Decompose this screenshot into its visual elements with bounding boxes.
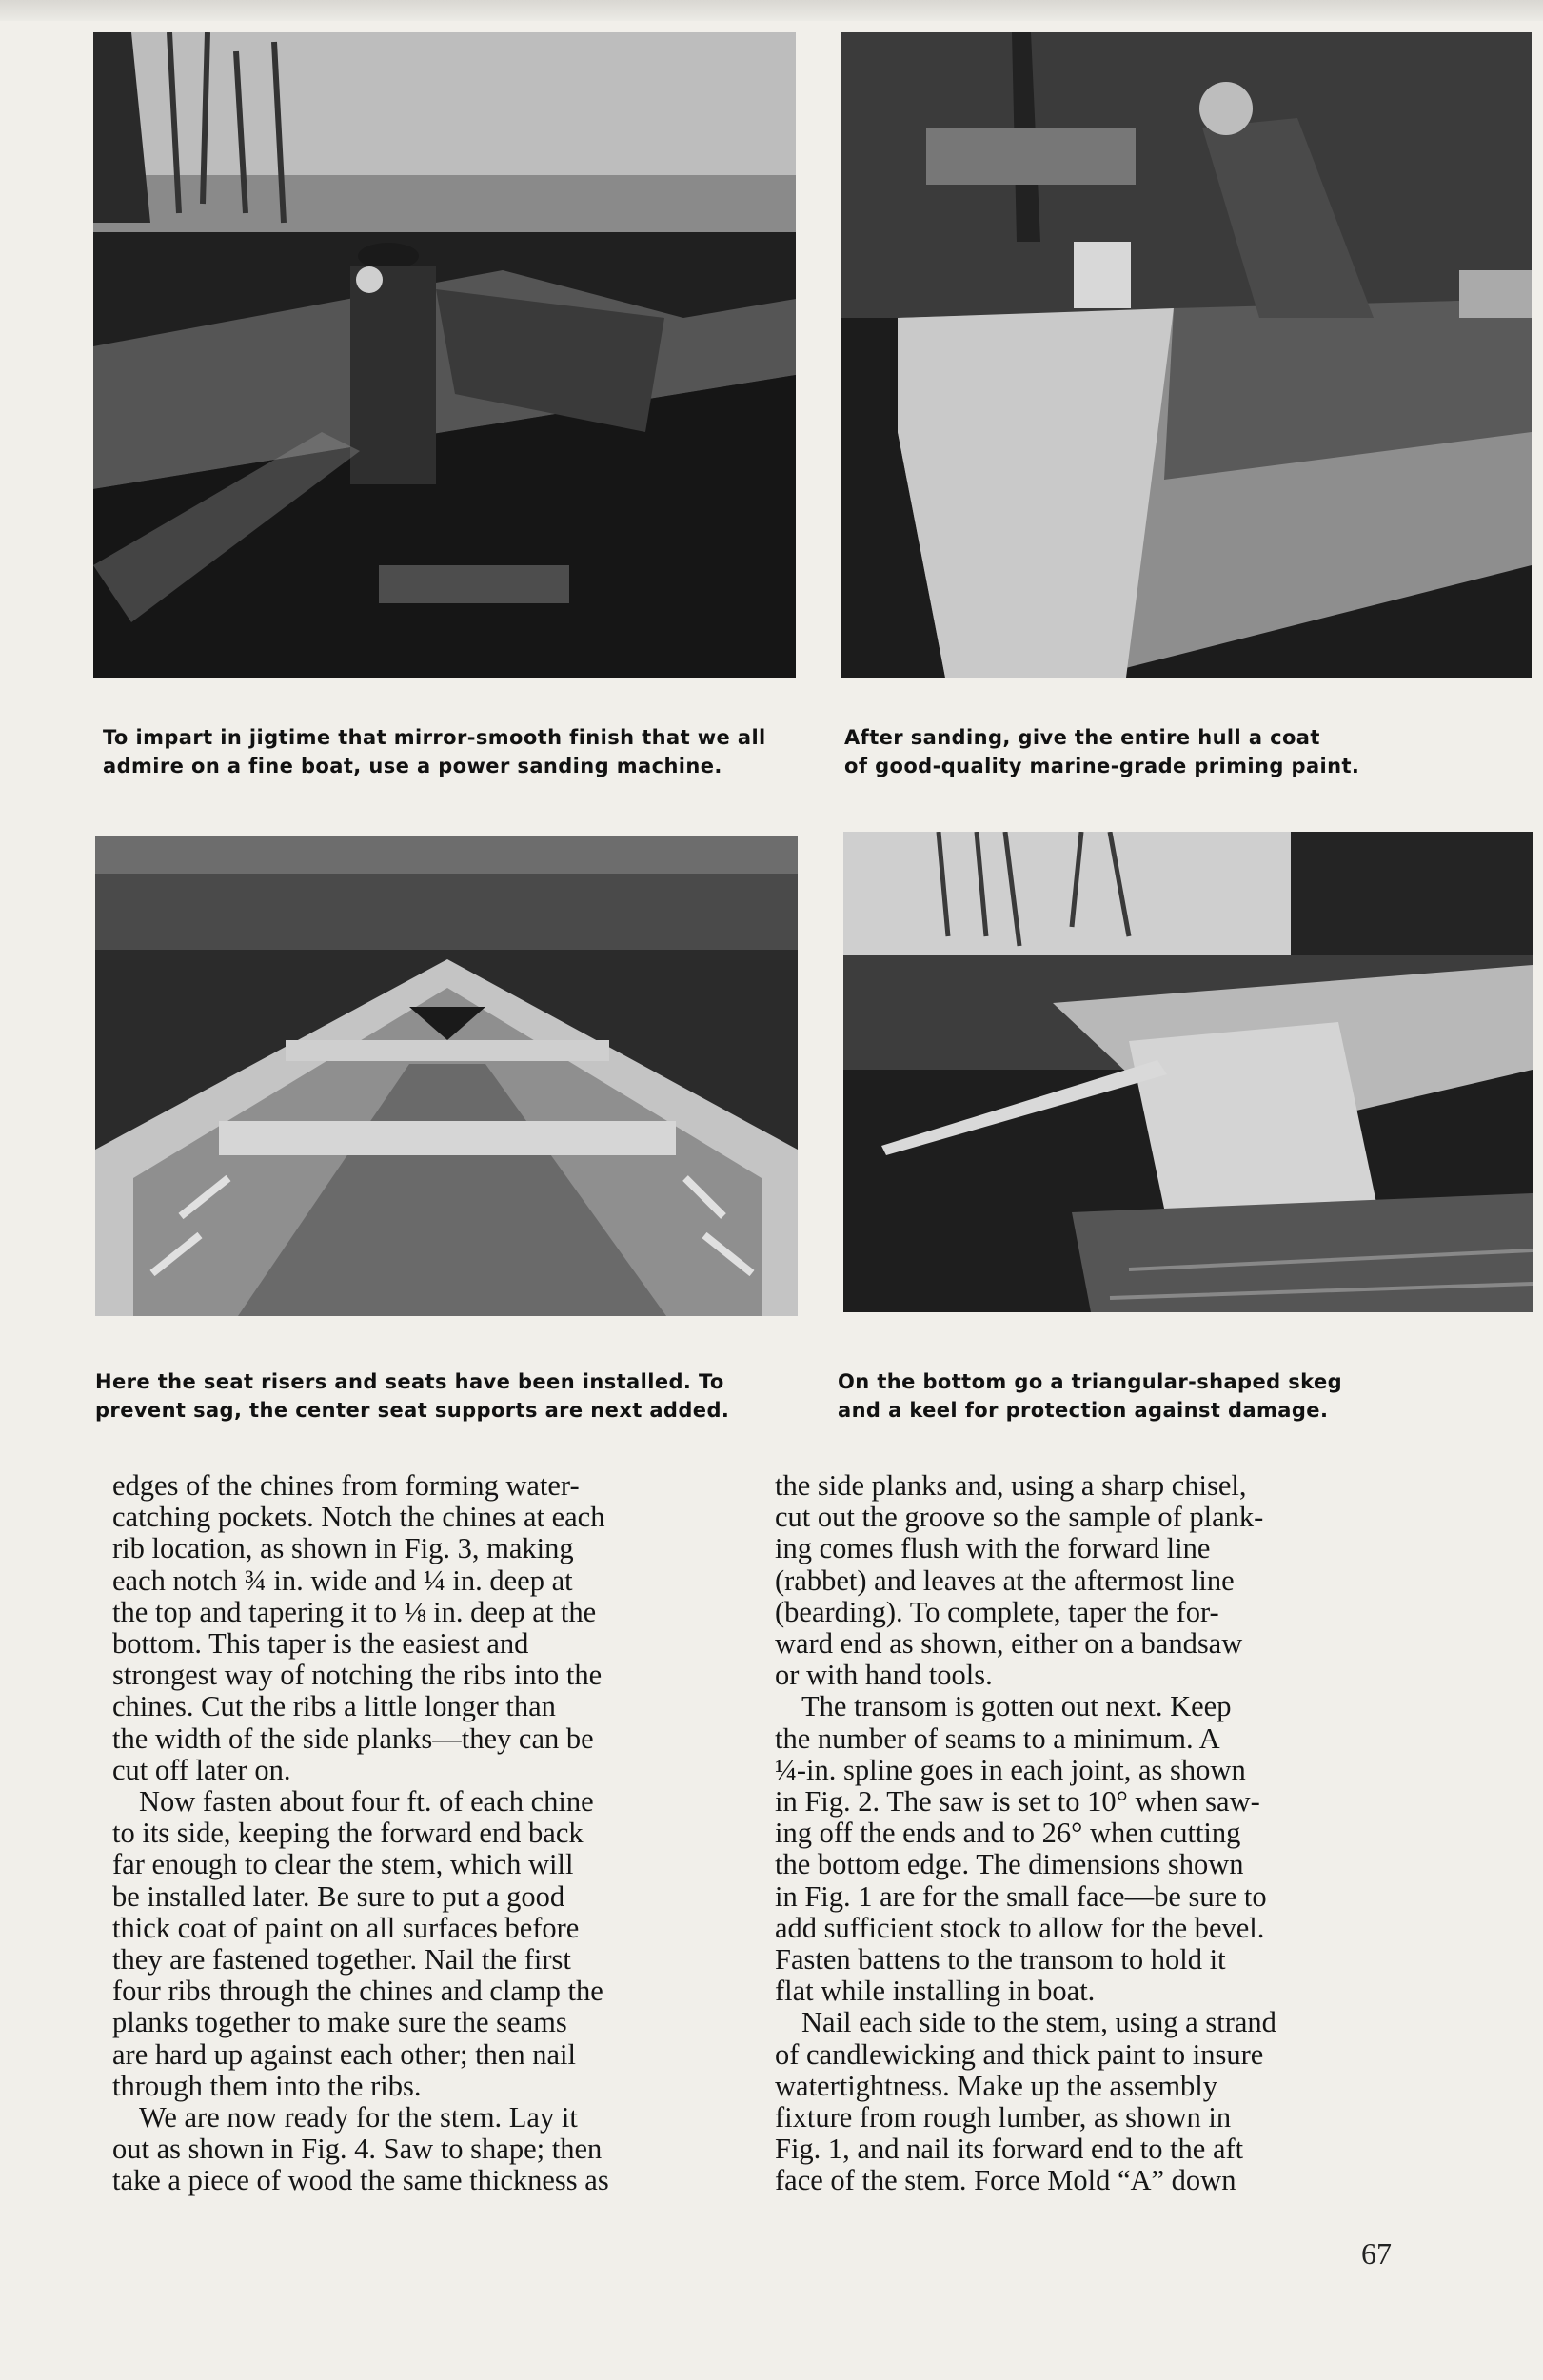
text-line: rib location, as shown in Fig. 3, making (112, 1532, 574, 1565)
text-line: ¼-in. spline goes in each joint, as shown (775, 1753, 1246, 1786)
text-line: the bottom edge. The dimensions shown (775, 1848, 1244, 1881)
text-line: face of the stem. Force Mold “A” down (775, 2164, 1236, 2197)
text-line: the top and tapering it to ⅛ in. deep at the (112, 1595, 597, 1628)
caption-line: prevent sag, the center seat supports are next added. (95, 1399, 730, 1422)
body-column-right (775, 1470, 1398, 2197)
text-line: flat while installing in boat. (775, 1975, 1096, 2008)
text-line: (bearding). To complete, taper the for- (775, 1595, 1219, 1628)
text-line: be installed later. Be sure to put a good (112, 1879, 565, 1913)
text-line: ward end as shown, either on a bandsaw (775, 1627, 1243, 1661)
text-line: out as shown in Fig. 4. Saw to shape; then (112, 2133, 603, 2166)
caption-seats-installed (95, 1367, 729, 1425)
text-line: in Fig. 2. The saw is set to 10° when saw- (775, 1785, 1260, 1819)
page-number: 67 (1361, 2236, 1392, 2271)
paragraph (775, 1691, 1398, 2007)
text-line: of candlewicking and thick paint to insure (775, 2037, 1264, 2071)
text-line: planks together to make sure the seams (112, 2006, 567, 2039)
text-line: in Fig. 1 are for the small face—be sure to (775, 1879, 1267, 1913)
text-line: edges of the chines from forming water- (112, 1469, 580, 1502)
text-line: far enough to clear the stem, which will (112, 1848, 574, 1881)
caption-power-sanding (103, 723, 766, 780)
photo-power-sanding (93, 32, 796, 678)
text-line: thick coat of paint on all surfaces before (112, 1911, 580, 1944)
text-line: through them into the ribs. (112, 2069, 422, 2102)
text-line: are hard up against each other; then nail (112, 2037, 576, 2071)
body-column-left (112, 1470, 736, 2197)
text-line: ing off the ends and to 26° when cutting (775, 1817, 1241, 1850)
text-line: fixture from rough lumber, as shown in (775, 2101, 1232, 2134)
caption-line: To impart in jigtime that mirror-smooth finish that we all (103, 726, 766, 749)
caption-line: admire on a fine boat, use a power sanding machine. (103, 755, 722, 777)
text-line: add sufficient stock to allow for the bevel. (775, 1911, 1265, 1944)
photo-priming-paint (841, 32, 1532, 678)
text-line: Nail each side to the stem, using a strand (801, 2006, 1276, 2039)
text-line: The transom is gotten out next. Keep (801, 1690, 1232, 1723)
text-line: take a piece of wood the same thickness as (112, 2164, 609, 2197)
text-line: the side planks and, using a sharp chisel, (775, 1469, 1247, 1502)
paragraph (112, 1470, 736, 1786)
photo-seats-installed (95, 836, 798, 1316)
caption-line: Here the seat risers and seats have been installed. To (95, 1370, 724, 1393)
text-line: catching pockets. Notch the chines at each (112, 1501, 605, 1534)
text-line: the number of seams to a minimum. A (775, 1721, 1220, 1755)
text-line: Fasten battens to the transom to hold it (775, 1943, 1226, 1977)
text-line: each notch ¾ in. wide and ¼ in. deep at (112, 1564, 573, 1597)
text-line: bottom. This taper is the easiest and (112, 1627, 529, 1661)
text-line: cut out the groove so the sample of plank- (775, 1501, 1264, 1534)
text-line: Fig. 1, and nail its forward end to the aft (775, 2133, 1244, 2166)
text-line: to its side, keeping the forward end back (112, 1817, 584, 1850)
text-line: or with hand tools. (775, 1659, 993, 1692)
text-line: they are fastened together. Nail the first (112, 1943, 571, 1977)
text-line: We are now ready for the stem. Lay it (139, 2101, 578, 2134)
text-line: four ribs through the chines and clamp the (112, 1975, 603, 2008)
text-line: watertightness. Make up the assembly (775, 2069, 1218, 2102)
text-line: strongest way of notching the ribs into the (112, 1659, 603, 1692)
photo-skeg-keel (843, 832, 1533, 1312)
caption-line: of good-quality marine-grade priming paint. (844, 755, 1360, 777)
paragraph (112, 2102, 736, 2197)
caption-line: After sanding, give the entire hull a coat (844, 726, 1320, 749)
text-line: (rabbet) and leaves at the aftermost line (775, 1564, 1235, 1597)
paragraph (775, 2007, 1398, 2196)
paragraph (112, 1786, 736, 2102)
text-line: cut off later on. (112, 1753, 291, 1786)
paragraph (775, 1470, 1398, 1691)
text-line: Now fasten about four ft. of each chine (139, 1785, 594, 1819)
text-line: chines. Cut the ribs a little longer than (112, 1690, 556, 1723)
caption-line: On the bottom go a triangular-shaped skeg (838, 1370, 1343, 1393)
caption-priming-paint (844, 723, 1359, 780)
text-line: the width of the side planks—they can be (112, 1721, 594, 1755)
caption-line: and a keel for protection against damage. (838, 1399, 1329, 1422)
caption-skeg-keel (838, 1367, 1342, 1425)
text-line: ing comes flush with the forward line (775, 1532, 1211, 1565)
scan-top-edge (0, 0, 1543, 21)
